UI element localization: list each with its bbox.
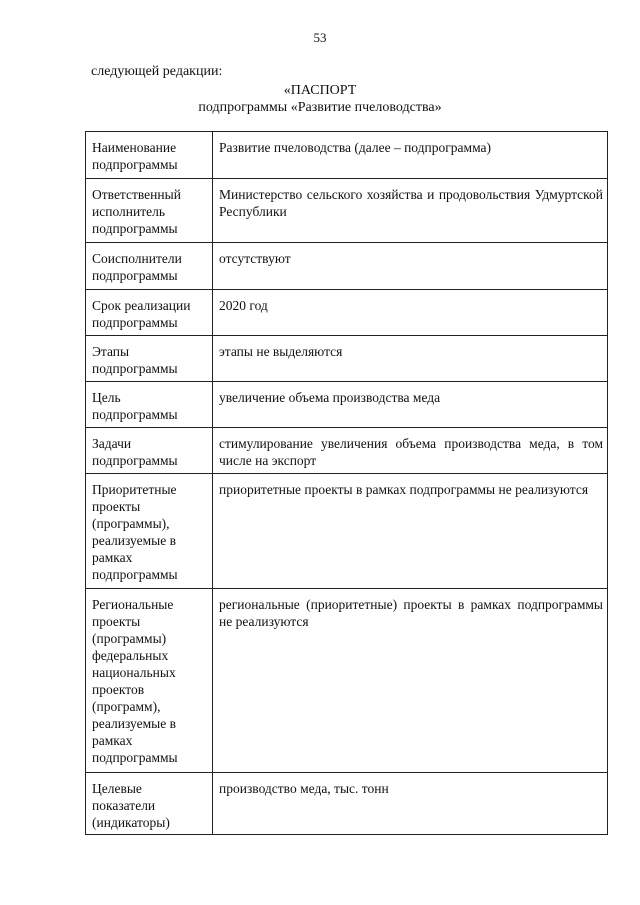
row-label: Приоритетные проекты (программы), реализуемые в рамках подпрограммы: [86, 474, 213, 589]
page-number: 53: [313, 30, 327, 45]
row-label: Наименование подпрограммы: [86, 132, 213, 179]
passport-table: [85, 131, 608, 835]
table-row: [86, 243, 608, 290]
table-row: [86, 132, 608, 179]
row-value: 2020 год: [213, 290, 608, 336]
row-value: увеличение объема производства меда: [213, 382, 608, 428]
table-row: [86, 589, 608, 773]
table-row: [86, 336, 608, 382]
row-value: Министерство сельского хозяйства и продовольствия Удмуртской Республики: [213, 179, 608, 243]
row-label: Ответственный исполнитель подпрограммы: [86, 179, 213, 243]
table-row: [86, 773, 608, 835]
row-value: приоритетные проекты в рамках подпрограммы не реализуются: [213, 474, 608, 589]
row-value: отсутствуют: [213, 243, 608, 290]
row-label: Соисполнители подпрограммы: [86, 243, 213, 290]
row-label: Срок реализации подпрограммы: [86, 290, 213, 336]
row-value: региональные (приоритетные) проекты в рамках подпрограммы не реализуются: [213, 589, 608, 773]
row-label: Этапы подпрограммы: [86, 336, 213, 382]
row-label: Цель подпрограммы: [86, 382, 213, 428]
row-label: Целевые показатели (индикаторы): [86, 773, 213, 835]
row-value: производство меда, тыс. тонн: [213, 773, 608, 835]
intro-text: следующей редакции:: [91, 64, 223, 79]
table-row: [86, 428, 608, 474]
table-row: [86, 290, 608, 336]
row-value: этапы не выделяются: [213, 336, 608, 382]
row-label: Региональные проекты (программы) федеральных национальных проектов (программ), реализуемые в рамках подпрограммы: [86, 589, 213, 773]
table-row: [86, 474, 608, 589]
row-value: Развитие пчеловодства (далее – подпрограмма): [213, 132, 608, 179]
passport-title-line-2: подпрограммы «Развитие пчеловодства»: [198, 100, 442, 115]
passport-title: [0, 82, 640, 116]
table-row: [86, 382, 608, 428]
passport-title-line-1: «ПАСПОРТ: [283, 83, 357, 98]
row-label: Задачи подпрограммы: [86, 428, 213, 474]
table-row: [86, 179, 608, 243]
row-value: стимулирование увеличения объема производства меда, в том числе на экспорт: [213, 428, 608, 474]
